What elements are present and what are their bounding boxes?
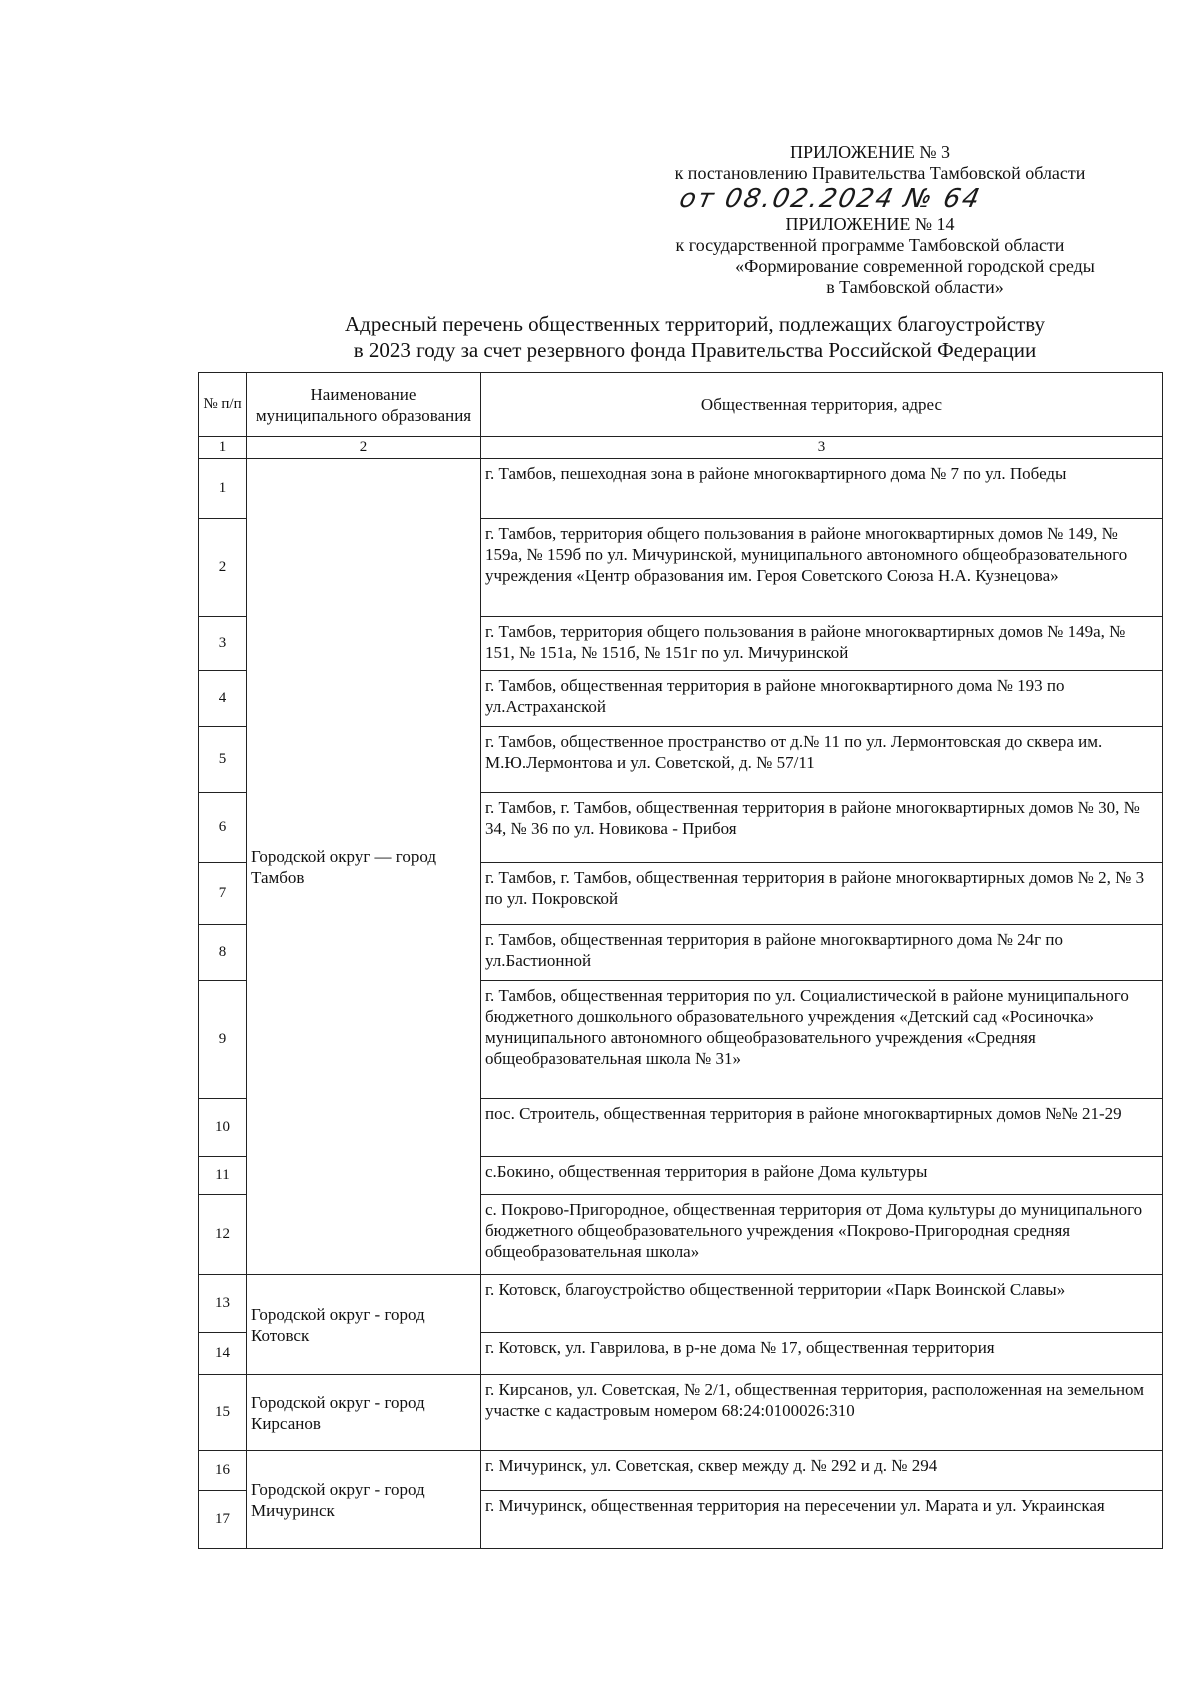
appendix-header	[600, 142, 1160, 298]
row-number: 16	[199, 1451, 247, 1491]
resolution-reference: к постановлению Правительства Тамбовской области	[674, 163, 1086, 183]
title-line-1: Адресный перечень общественных территорий, подлежащих благоустройству	[345, 312, 1045, 336]
row-number: 8	[199, 925, 247, 981]
row-number: 5	[199, 727, 247, 793]
territory-address: г. Мичуринск, ул. Советская, сквер между д. № 292 и д. № 294	[481, 1451, 1163, 1491]
row-number: 6	[199, 793, 247, 863]
program-reference: к государственной программе Тамбовской области	[675, 235, 1065, 255]
territory-address: с.Бокино, общественная территория в районе Дома культуры	[481, 1157, 1163, 1195]
title-line-2: в 2023 году за счет резервного фонда Правительства Российской Федерации	[353, 338, 1037, 362]
colnum-2: 2	[247, 437, 481, 459]
row-number: 7	[199, 863, 247, 925]
row-number: 9	[199, 981, 247, 1099]
territory-address: г. Котовск, благоустройство общественной территории «Парк Воинской Славы»	[481, 1275, 1163, 1333]
territory-address: пос. Строитель, общественная территория в районе многоквартирных домов №№ 21-29	[481, 1099, 1163, 1157]
municipality-cell: Городской округ - город Кирсанов	[247, 1375, 481, 1451]
territory-address: г. Тамбов, территория общего пользования в районе многоквартирных домов № 149а, № 151, № 151а, № 151б, № 151г по ул. Мичуринской	[481, 617, 1163, 671]
row-number: 10	[199, 1099, 247, 1157]
territory-address: г. Кирсанов, ул. Советская, № 2/1, общественная территория, расположенная на земельном участке с кадастровым номером 68:24:0100026:310	[481, 1375, 1163, 1451]
table-row	[199, 1275, 1163, 1333]
territory-address: г. Тамбов, общественная территория по ул. Социалистической в районе муниципального бюджетного дошкольного образовательного учреждения «Детский сад «Росиночка» муниципального автономного общеобразовательного учреждения «Средняя общеобразовательная школа № 31»	[481, 981, 1163, 1099]
territory-address: г. Тамбов, г. Тамбов, общественная территория в районе многоквартирных домов № 2, № 3 по ул. Покровской	[481, 863, 1163, 925]
territory-address: г. Тамбов, г. Тамбов, общественная территория в районе многоквартирных домов № 30, № 34, № 36 по ул. Новикова - Прибоя	[481, 793, 1163, 863]
colnum-3: 3	[481, 437, 1163, 459]
row-number: 13	[199, 1275, 247, 1333]
program-name-line2: в Тамбовской области»	[826, 277, 1004, 297]
territory-address: г. Тамбов, общественное пространство от д.№ 11 по ул. Лермонтовская до сквера им. М.Ю.Лермонтова и ул. Советской, д. № 57/11	[481, 727, 1163, 793]
territory-address: г. Котовск, ул. Гаврилова, в р-не дома № 17, общественная территория	[481, 1333, 1163, 1375]
colnum-1: 1	[199, 437, 247, 459]
row-number: 2	[199, 519, 247, 617]
appendix-number: ПРИЛОЖЕНИЕ № 3	[789, 142, 951, 162]
row-number: 14	[199, 1333, 247, 1375]
program-appendix-number: ПРИЛОЖЕНИЕ № 14	[785, 214, 955, 234]
territory-address: г. Тамбов, общественная территория в районе многоквартирного дома № 24г по ул.Бастионной	[481, 925, 1163, 981]
municipality-cell: Городской округ - город Мичуринск	[247, 1451, 481, 1549]
header-number: № п/п	[199, 373, 247, 437]
table-row	[199, 1375, 1163, 1451]
document-title	[270, 311, 1120, 363]
municipality-cell: Городской округ — город Тамбов	[247, 459, 481, 1275]
territory-address: г. Тамбов, территория общего пользования в районе многоквартирных домов № 149, № 159а, № 159б по ул. Мичуринской, муниципального автономного общеобразовательного учреждения «Центр образования им. Героя Советского Союза Н.А. Кузнецова»	[481, 519, 1163, 617]
municipality-cell: Городской округ - город Котовск	[247, 1275, 481, 1375]
row-number: 11	[199, 1157, 247, 1195]
territories-table	[198, 372, 1163, 1549]
territory-address: г. Тамбов, пешеходная зона в районе многоквартирного дома № 7 по ул. Победы	[481, 459, 1163, 519]
row-number: 3	[199, 617, 247, 671]
table-colnum-row	[199, 437, 1163, 459]
header-municipality: Наименование муниципального образования	[247, 373, 481, 437]
handwritten-date-number: от 08.02.2024 № 64	[676, 184, 985, 214]
territory-address: с. Покрово-Пригородное, общественная территория от Дома культуры до муниципального бюджетного общеобразовательного учреждения «Покрово-Пригородная средняя общеобразовательная школа»	[481, 1195, 1163, 1275]
row-number: 15	[199, 1375, 247, 1451]
table-row	[199, 1451, 1163, 1491]
territory-address: г. Мичуринск, общественная территория на пересечении ул. Марата и ул. Украинская	[481, 1491, 1163, 1549]
table-header-row	[199, 373, 1163, 437]
row-number: 17	[199, 1491, 247, 1549]
header-territory: Общественная территория, адрес	[481, 373, 1163, 437]
program-name-line1: «Формирование современной городской среды	[735, 256, 1095, 276]
territory-address: г. Тамбов, общественная территория в районе многоквартирного дома № 193 по ул.Астраханской	[481, 671, 1163, 727]
row-number: 1	[199, 459, 247, 519]
row-number: 12	[199, 1195, 247, 1275]
table-row	[199, 459, 1163, 519]
row-number: 4	[199, 671, 247, 727]
